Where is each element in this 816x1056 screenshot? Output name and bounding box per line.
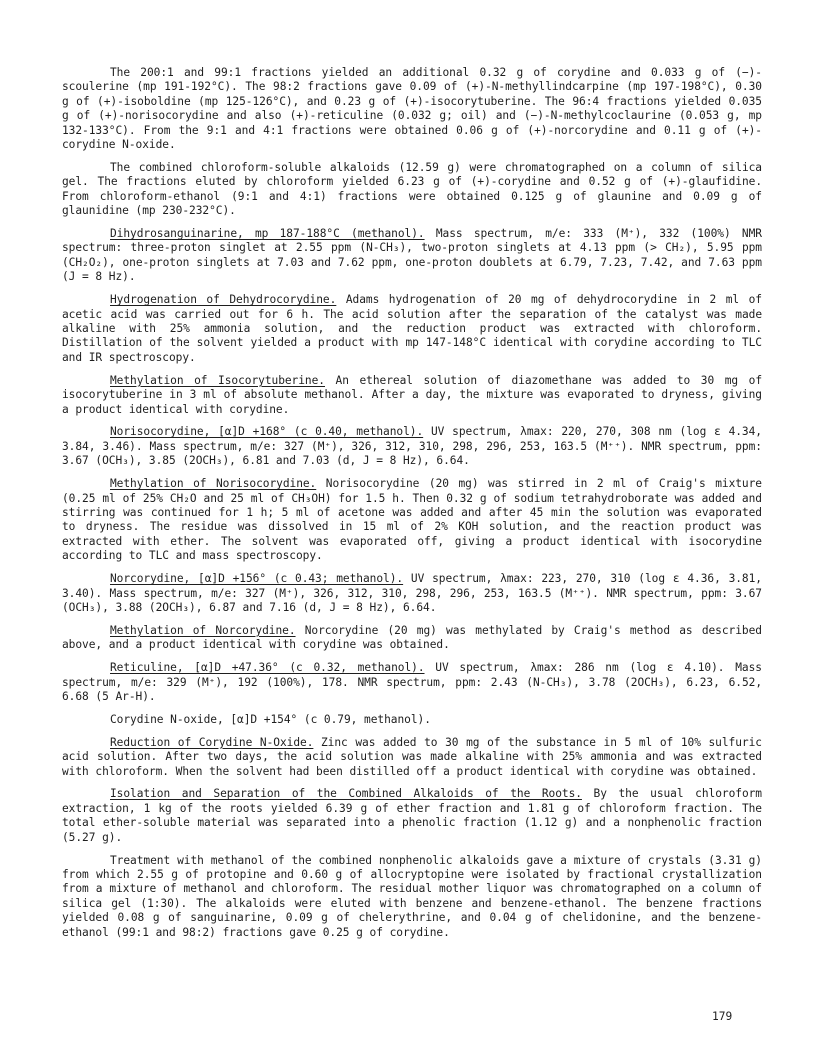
paragraph-text: UV spectrum, λmax: 220, 270, 308 nm (log ε 4.34, 3.84, 3.46). Mass spectrum, m/e: 327 (M⁺), 326, 312, 310, 298, 296, 253, 163.5 (M⁺⁺). NMR spectrum, ppm: 3.67 (OCH₃), 3.85 (2OCH₃), 6.81 and 7.03 (d, J = 8 Hz), 6.64.: [62, 425, 762, 468]
paragraph-text: Zinc was added to 30 mg of the substance in 5 ml of 10% sulfuric acid solution. After two days, the acid solution was made alkaline with 25% ammonia and was extracted with chloroform. When the solvent had been distilled off a product identical with corydine was obtained.: [62, 735, 762, 778]
paragraph-text: Mass spectrum, m/e: 333 (M⁺), 332 (100%) NMR spectrum: three-proton singlet at 2.55 ppm (N-CH₃), two-proton singlets at 4.13 ppm (> CH₂), 5.95 ppm (CH₂O₂), one-proton singlets at 7.03 and 7.62 ppm, one-proton doublets at 6.79, 7.23, 7.42, and 7.63 ppm (J = 8 Hz).: [62, 227, 762, 284]
paragraph-text: Adams hydrogenation of 20 mg of dehydrocorydine in 2 ml of acetic acid was carried out for 6 h. The acid solution after the separation of the catalyst was made alkaline with 25% ammonia solution, and the reduction product was extracted with chloroform. Distillation of the solvent yielded a product with mp 147-148°C identical with corydine according to TLC and IR spectroscopy.: [62, 293, 762, 364]
paragraph-methylation-isocorytuberine: [62, 374, 762, 417]
paragraph-text: The combined chloroform-soluble alkaloids (12.59 g) were chromatographed on a column of silica gel. The fractions eluted by chloroform yielded 6.23 g of (+)-corydine and 0.52 g of (+)-glaufidine. From chloroform-ethanol (9:1 and 4:1) fractions were obtained 0.125 g of glaunine and 0.09 g of glaunidine (mp 230-232°C).: [62, 160, 762, 218]
paragraph-reticuline: [62, 661, 762, 704]
paragraph-methylation-norisocorydine: [62, 477, 762, 563]
paragraph-text: The 200:1 and 99:1 fractions yielded an additional 0.32 g of corydine and 0.033 g of (−)-scoulerine (mp 191-192°C). The 98:2 fractions gave 0.09 of (+)-N-methyllindcarpine (mp 197-198°C), 0.30 g of (+)-isoboldine (mp 125-126°C), and 0.23 g of (+)-isocorytuberine. The 96:4 fractions yielded 0.035 g of (+)-norisocorydine and also (+)-reticuline (0.032 g; oil) and (−)-N-methylcoclaurine (0.053 g, mp 132-133°C). From the 9:1 and 4:1 fractions were obtained 0.06 g of (+)-norcorydine and 0.11 g of (+)-corydine N-oxide.: [62, 66, 762, 152]
paragraph-heading: Reticuline, [α]D +47.36° (c 0.32, methanol).: [110, 661, 425, 675]
paragraph-heading: Norisocorydine, [α]D +168° (c 0.40, methanol).: [110, 425, 424, 439]
paragraph-text: UV spectrum, λmax: 223, 270, 310 (log ε 4.36, 3.81, 3.40). Mass spectrum, m/e: 327 (M⁺), 326, 312, 310, 298, 296, 253, 163.5 (M⁺⁺). NMR spectrum, ppm: 3.67 (OCH₃), 3.88 (2OCH₃), 6.87 and 7.16 (d, J = 8 Hz), 6.64.: [62, 572, 762, 614]
paragraph-text: An ethereal solution of diazomethane was added to 30 mg of isocorytuberine in 3 ml of absolute methanol. After a day, the mixture was evaporated to dryness, giving a product identical with corydine.: [62, 373, 763, 416]
paragraph-heading: Methylation of Norisocorydine.: [110, 477, 317, 491]
article-body: [62, 66, 762, 949]
paragraph-heading: Reduction of Corydine N-Oxide.: [110, 735, 314, 749]
paragraph-text: By the usual chloroform extraction, 1 kg of the roots yielded 6.39 g of ether fraction and 1.81 g of chloroform fraction. The total ether-soluble material was separated into a phenolic fraction (1.12 g) and a nonphenolic fraction (5.27 g).: [62, 787, 762, 844]
paragraph-reduction-n-oxide: [62, 736, 762, 779]
paragraph-heading: Methylation of Norcorydine.: [110, 623, 296, 637]
paragraph-heading: Isolation and Separation of the Combined Alkaloids of the Roots.: [110, 787, 582, 801]
paragraph-dihydrosanguinarine: [62, 227, 762, 285]
paragraph-fractions: [62, 66, 762, 152]
page-number: 179: [712, 1010, 733, 1023]
paragraph-text: Norcorydine (20 mg) was methylated by Craig's method as described above, and a product identical with corydine was obtained.: [62, 623, 762, 652]
paragraph-methylation-norcorydine: [62, 624, 762, 653]
paragraph-hydrogenation: [62, 293, 762, 365]
paragraph-text: Corydine N-oxide, [α]D +154° (c 0.79, methanol).: [110, 712, 431, 726]
paragraph-text: Treatment with methanol of the combined nonphenolic alkaloids gave a mixture of crystals (3.31 g) from which 2.55 g of protopine and 0.60 g of allocryptopine were isolated by fractional crystallization from a mixture of methanol and chloroform. The residual mother liquor was chromatographed on a column of silica gel (1:30). The alkaloids were eluted with benzene and benzene-ethanol. The benzene fractions yielded 0.08 g of sanguinarine, 0.09 g of chelerythrine, and 0.04 g of chelidonine, and the benzene-ethanol (99:1 and 98:2) fractions gave 0.25 g of corydine.: [62, 853, 762, 939]
paragraph-text: UV spectrum, λmax: 286 nm (log ε 4.10). Mass spectrum, m/e: 329 (M⁺), 192 (100%), 178. NMR spectrum, ppm: 2.43 (N-CH₃), 3.78 (2OCH₃), 6.23, 6.52, 6.68 (5 Ar-H).: [62, 661, 762, 703]
paragraph-chloroform-alkaloids: [62, 161, 762, 219]
paragraph-heading: Hydrogenation of Dehydrocorydine.: [110, 293, 337, 307]
paragraph-heading: Methylation of Isocorytuberine.: [110, 373, 325, 387]
paragraph-heading: Norcorydine, [α]D +156° (c 0.43; methanol).: [110, 572, 404, 586]
paragraph-norisocorydine: [62, 425, 762, 468]
paragraph-text: Norisocorydine (20 mg) was stirred in 2 ml of Craig's mixture (0.25 ml of 25% CH₂O and 25 ml of CH₃OH) for 1.5 h. Then 0.32 g of sodium tetrahydroborate was added and stirring was continued for 1 h; 5 ml of acetone was added and after 45 min the solution was evaporated to dryness. The residue was dissolved in 15 ml of 2% KOH solution, and the reaction product was extracted with ether. The solvent was evaporated off, giving a product identical with isocorydine according to TLC and mass spectroscopy.: [62, 477, 762, 563]
paragraph-norcorydine: [62, 572, 762, 615]
paragraph-heading: Dihydrosanguinarine, mp 187-188°C (methanol).: [110, 227, 425, 241]
paragraph-corydine-n-oxide: [62, 713, 762, 727]
paragraph-nonphenolic-treatment: [62, 854, 762, 940]
paragraph-isolation-roots: [62, 787, 762, 845]
